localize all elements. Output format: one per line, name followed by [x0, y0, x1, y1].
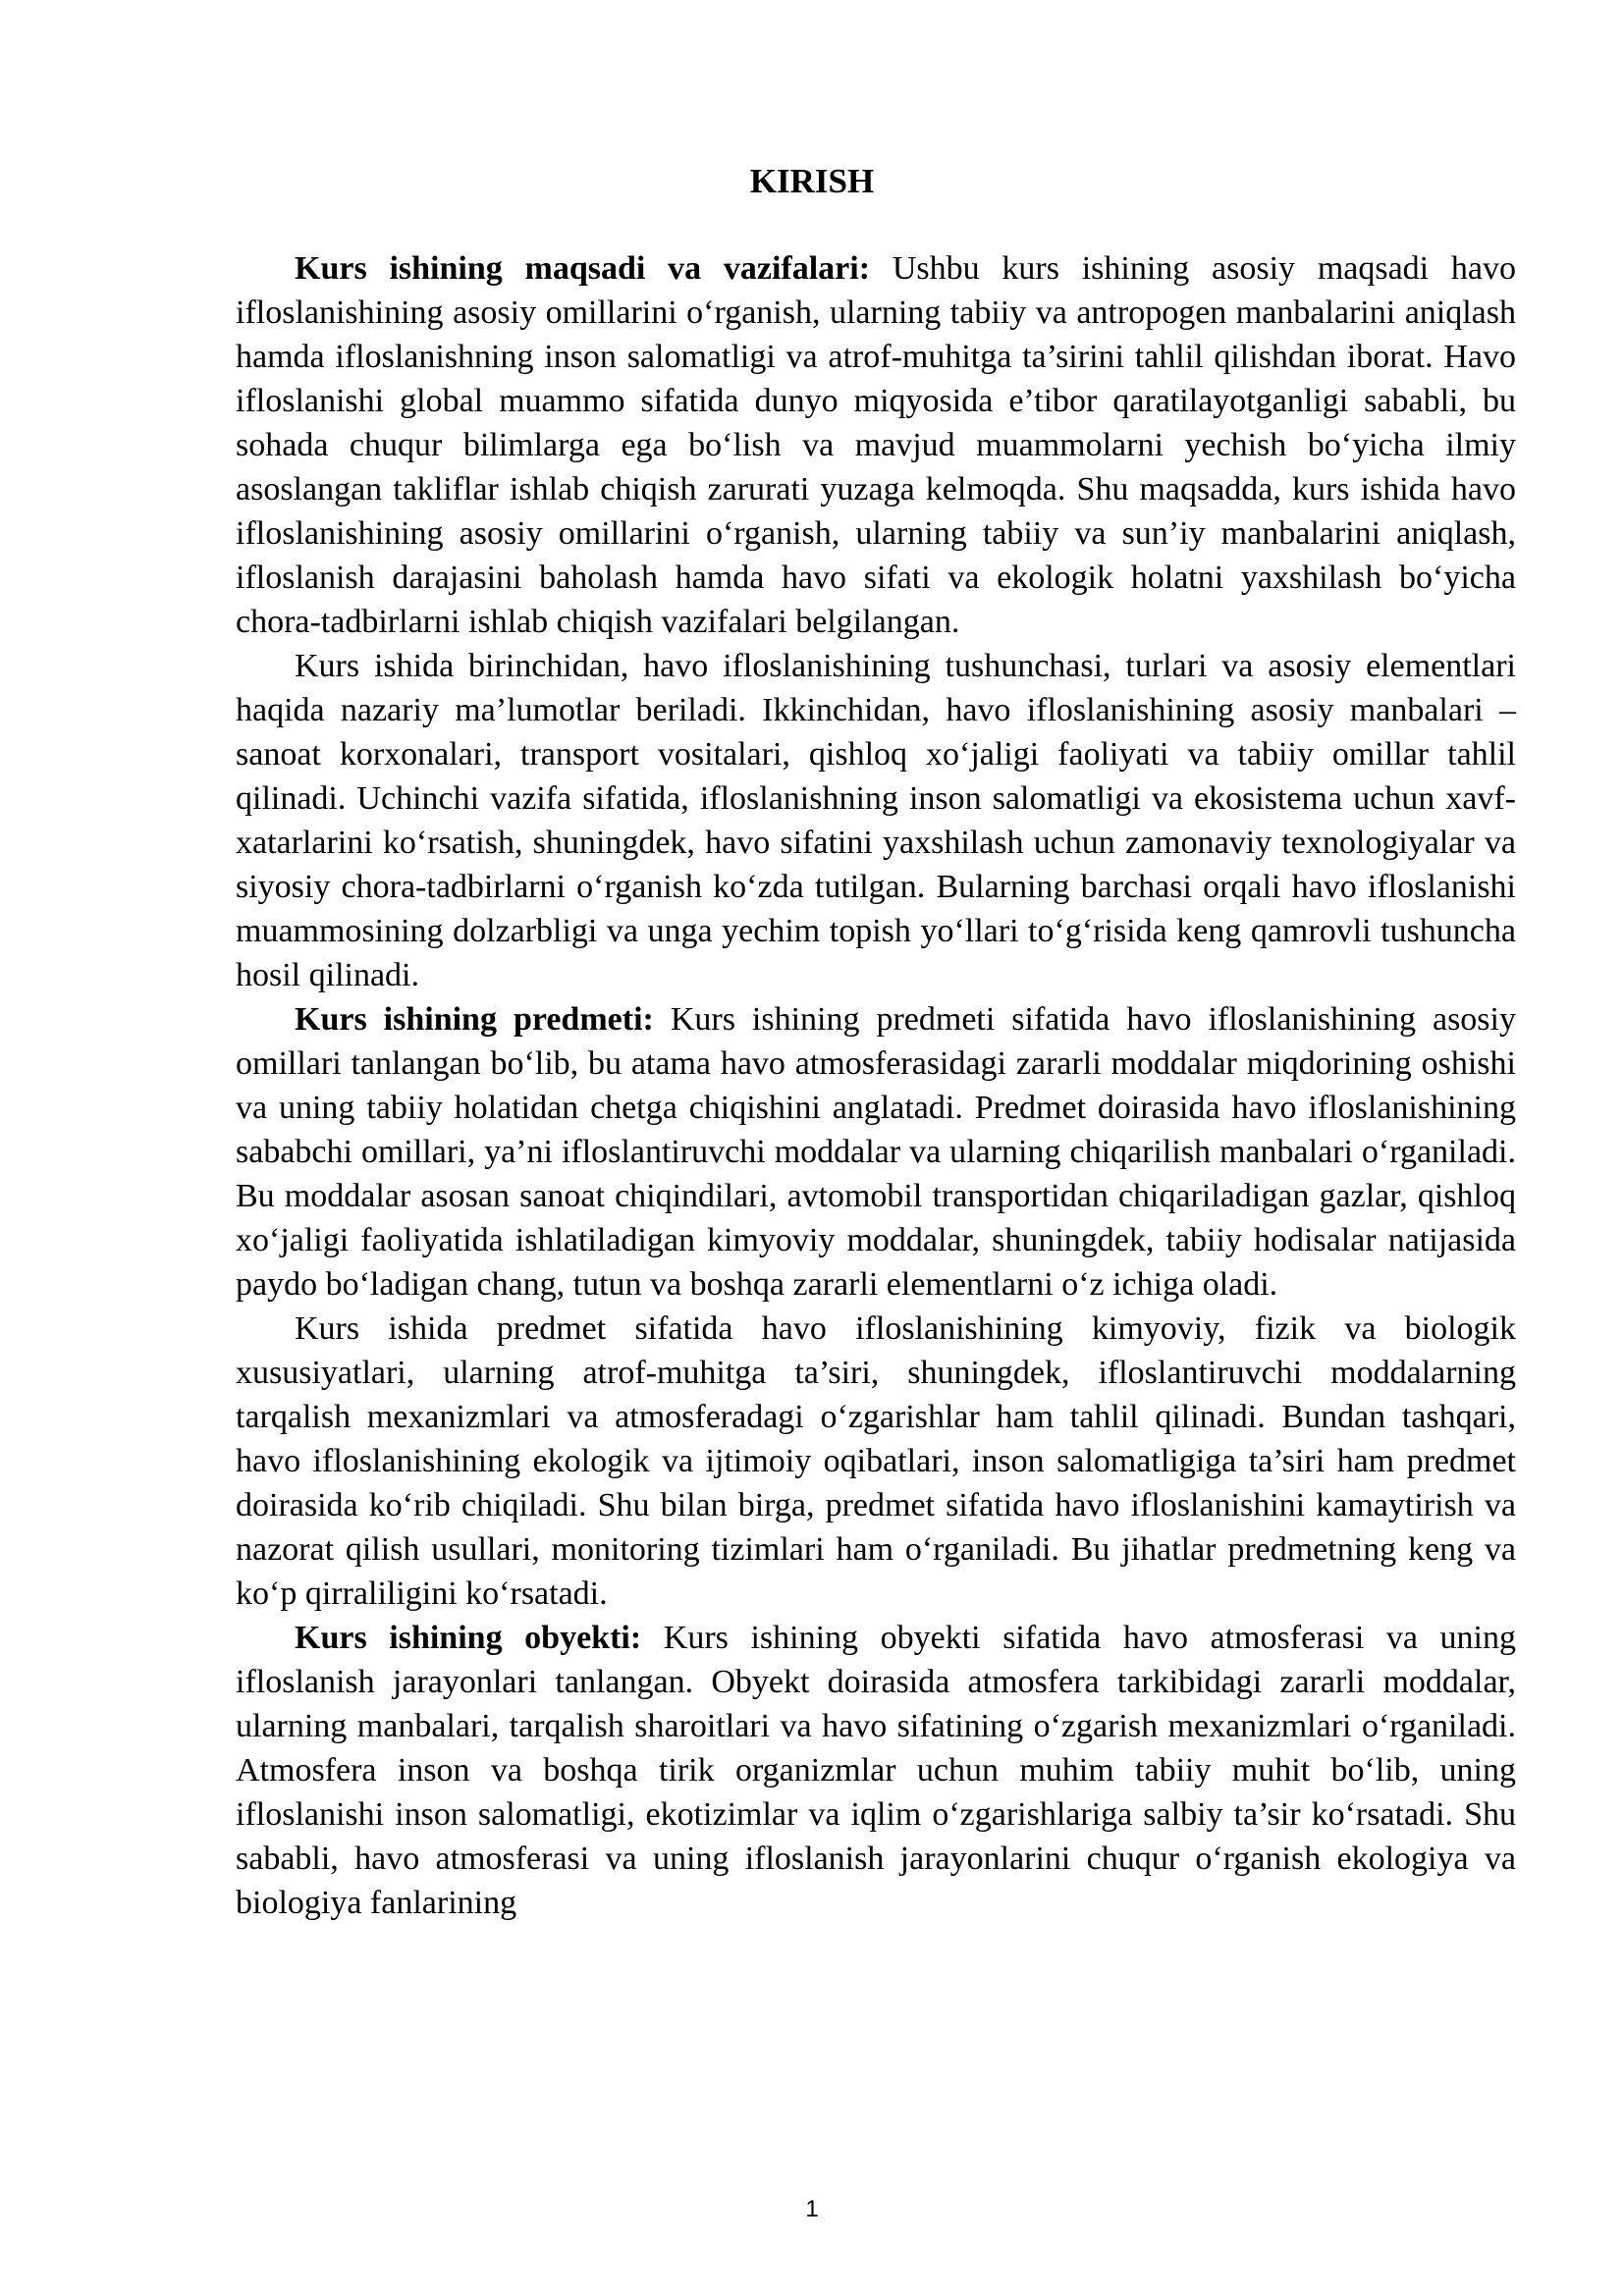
- paragraph-subject-details: [236, 1307, 1516, 1616]
- paragraph-text: Kurs ishida predmet sifatida havo ifloslanishining kimyoviy, fizik va biologik xususiyatlari, ularning atrof-muhitga ta’siri, shuningdek, ifloslantiruvchi moddalarning tarqalish mexanizmlari va atmosferadagi o‘zgarishlar ham tahlil qilinadi. Bundan tashqari, havo ifloslanishining ekologik va ijtimoiy oqibatlari, inson salomatligiga ta’siri ham predmet doirasida ko‘rib chiqiladi. Shu bilan birga, predmet sifatida havo ifloslanishini kamaytirish va nazorat qilish usullari, monitoring tizimlari ham o‘rganiladi. Bu jihatlar predmetning keng va ko‘p qirraliligini ko‘rsatadi.: [236, 1310, 1516, 1612]
- paragraph-text: Kurs ishining obyekti sifatida havo atmosferasi va uning ifloslanish jarayonlari tanlangan. Obyekt doirasida atmosfera tarkibidagi zararli moddalar, ularning manbalari, tarqalish sharoitlari va havo sifatining o‘zgarish mexanizmlari o‘rganiladi. Atmosfera inson va boshqa tirik organizmlar uchun muhim tabiiy muhit bo‘lib, uning ifloslanishi inson salomatligi, ekotizimlar va iqlim o‘zgarishlariga salbiy ta’sir ko‘rsatadi. Shu sababli, havo atmosferasi va uning ifloslanish jarayonlarini chuqur o‘rganish ekologiya va biologiya fanlarining: [236, 1620, 1516, 1921]
- paragraph-tasks: [236, 644, 1516, 997]
- paragraph-object: [236, 1616, 1516, 1925]
- paragraph-lead: Kurs ishining maqsadi va vazifalari:: [295, 250, 871, 287]
- paragraph-goals: [236, 246, 1516, 644]
- paragraph-lead: Kurs ishining obyekti:: [295, 1620, 642, 1656]
- page-title: KIRISH: [749, 162, 875, 200]
- page-number: 1: [805, 2196, 819, 2222]
- paragraph-text: Kurs ishining predmeti sifatida havo ifloslanishining asosiy omillari tanlangan bo‘lib, bu atama havo atmosferasidagi zararli moddalar miqdorining oshishi va uning tabiiy holatidan chetga chiqishini anglatadi. Predmet doirasida havo ifloslanishining sababchi omillari, ya’ni ifloslantiruvchi moddalar va ularning chiqarilish manbalari o‘rganiladi. Bu moddalar asosan sanoat chiqindilari, avtomobil transportidan chiqariladigan gazlar, qishloq xo‘jaligi faoliyatida ishlatiladigan kimyoviy moddalar, shuningdek, tabiiy hodisalar natijasida paydo bo‘ladigan chang, tutun va boshqa zararli elementlarni o‘z ichiga oladi.: [236, 1001, 1516, 1303]
- paragraph-lead: Kurs ishining predmeti:: [295, 1001, 654, 1038]
- paragraph-text: Kurs ishida birinchidan, havo ifloslanishining tushunchasi, turlari va asosiy elementlari haqida nazariy ma’lumotlar beriladi. Ikkinchidan, havo ifloslanishining asosiy manbalari – sanoat korxonalari, transport vositalari, qishloq xo‘jaligi faoliyati va tabiiy omillar tahlil qilinadi. Uchinchi vazifa sifatida, ifloslanishning inson salomatligi va ekosistema uchun xavf-xatarlarini ko‘rsatish, shuningdek, havo sifatini yaxshilash uchun zamonaviy texnologiyalar va siyosiy chora-tadbirlarni o‘rganish ko‘zda tutilgan. Bularning barchasi orqali havo ifloslanishi muammosining dolzarbligi va unga yechim topish yo‘llari to‘g‘risida keng qamrovli tushuncha hosil qilinadi.: [236, 648, 1516, 993]
- paragraph-subject: [236, 997, 1516, 1307]
- paragraph-text: Ushbu kurs ishining asosiy maqsadi havo ifloslanishining asosiy omillarini o‘rganish, ularning tabiiy va antropogen manbalarini aniqlash hamda ifloslanishning inson salomatligi va atrof-muhitga ta’sirini tahlil qilishdan iborat. Havo ifloslanishi global muammo sifatida dunyo miqyosida e’tibor qaratilayotganligi sababli, bu sohada chuqur bilimlarga ega bo‘lish va mavjud muammolarni yechish bo‘yicha ilmiy asoslangan takliflar ishlab chiqish zarurati yuzaga kelmoqda. Shu maqsadda, kurs ishida havo ifloslanishining asosiy omillarini o‘rganish, ularning tabiiy va sun’iy manbalarini aniqlash, ifloslanish darajasini baholash hamda havo sifati va ekologik holatni yaxshilash bo‘yicha chora-tadbirlarni ishlab chiqish vazifalari belgilangan.: [236, 250, 1516, 640]
- document-body: [236, 246, 1516, 1925]
